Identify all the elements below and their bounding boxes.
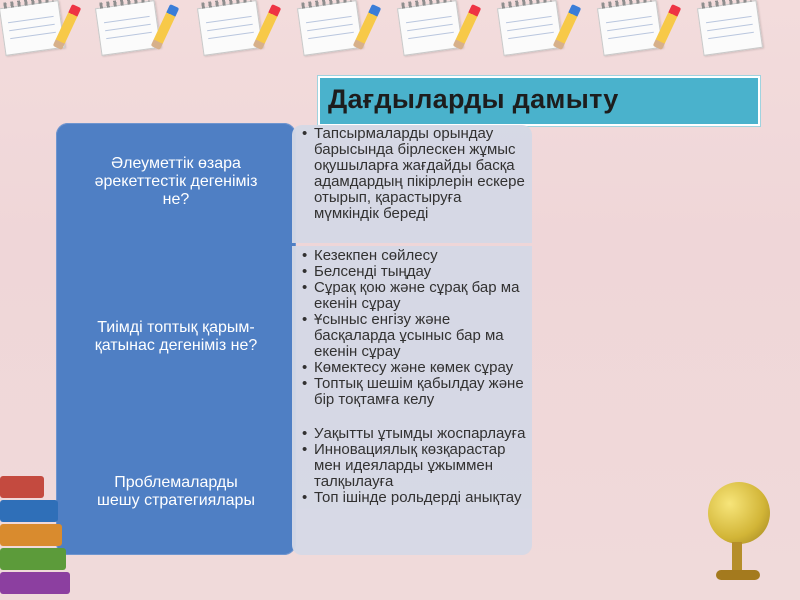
- question-1-line-2: әрекеттестік дегеніміз: [94, 173, 258, 190]
- notepad-icon: [95, 0, 161, 56]
- notepad-icon: [197, 0, 263, 56]
- notepad-icon: [297, 0, 363, 56]
- question-1: [56, 123, 296, 241]
- book-icon: [0, 548, 66, 570]
- question-3: [56, 432, 296, 552]
- answer-panel-1: [292, 125, 532, 243]
- question-1-line-1: Әлеуметтік өзара: [111, 155, 241, 172]
- answer-2-item-1: • Кезекпен сөйлесу: [302, 248, 526, 264]
- book-icon: [0, 524, 62, 546]
- globe-icon: [708, 482, 770, 544]
- book-icon: [0, 476, 44, 498]
- globe-base: [716, 570, 760, 580]
- answer-1-item-1: • Тапсырмаларды орындау барысында бірлескен жұмыс оқушыларға жағдайды басқа адамдардың пікірлерін ескере отырып, қарастыруға мүмкіндік береді: [302, 126, 526, 222]
- notepad-icon: [597, 0, 663, 56]
- answer-2-item-4: • Ұсыныс енгізу және басқаларда ұсыныс бар ма екенін сұрау: [302, 312, 526, 360]
- answer-3-item-2: • Инновациялық көзқарастар мен идеяларды ұжыммен талқылауға: [302, 442, 526, 490]
- notepad-decoration-strip: [0, 0, 800, 66]
- question-2: [56, 252, 296, 422]
- slide-title-bar: [318, 76, 760, 126]
- question-1-line-3: не?: [162, 191, 190, 208]
- question-2-line-1: Тиімді топтық қарым-: [97, 319, 255, 336]
- answer-panel-2: [292, 246, 532, 426]
- books-illustration: [0, 476, 70, 600]
- answer-2-item-5: • Көмектесу және көмек сұрау: [302, 360, 526, 376]
- answer-3-item-3: • Топ ішінде рольдерді анықтау: [302, 490, 526, 506]
- question-2-line-2: қатынас дегеніміз не?: [94, 337, 258, 354]
- answer-2-item-2: • Белсенді тыңдау: [302, 264, 526, 280]
- notepad-icon: [697, 0, 763, 56]
- answer-2-item-3: • Сұрақ қою және сұрақ бар ма екенін сұрау: [302, 280, 526, 312]
- slide-title: Дағдыларды дамыту: [328, 84, 619, 114]
- answer-2-item-6: • Топтық шешім қабылдау және бір тоқтамға келу: [302, 376, 526, 408]
- notepad-icon: [0, 0, 65, 56]
- globe-stand: [732, 542, 742, 572]
- book-icon: [0, 500, 58, 522]
- answer-3-item-1: • Уақытты ұтымды жоспарлауға: [302, 426, 526, 442]
- book-icon: [0, 572, 70, 594]
- notepad-icon: [497, 0, 563, 56]
- question-3-line-1: Проблемаларды: [114, 474, 238, 491]
- answer-panel-3: [292, 426, 532, 555]
- question-3-line-2: шешу стратегиялары: [97, 492, 255, 509]
- globe-illustration: [702, 470, 774, 590]
- notepad-icon: [397, 0, 463, 56]
